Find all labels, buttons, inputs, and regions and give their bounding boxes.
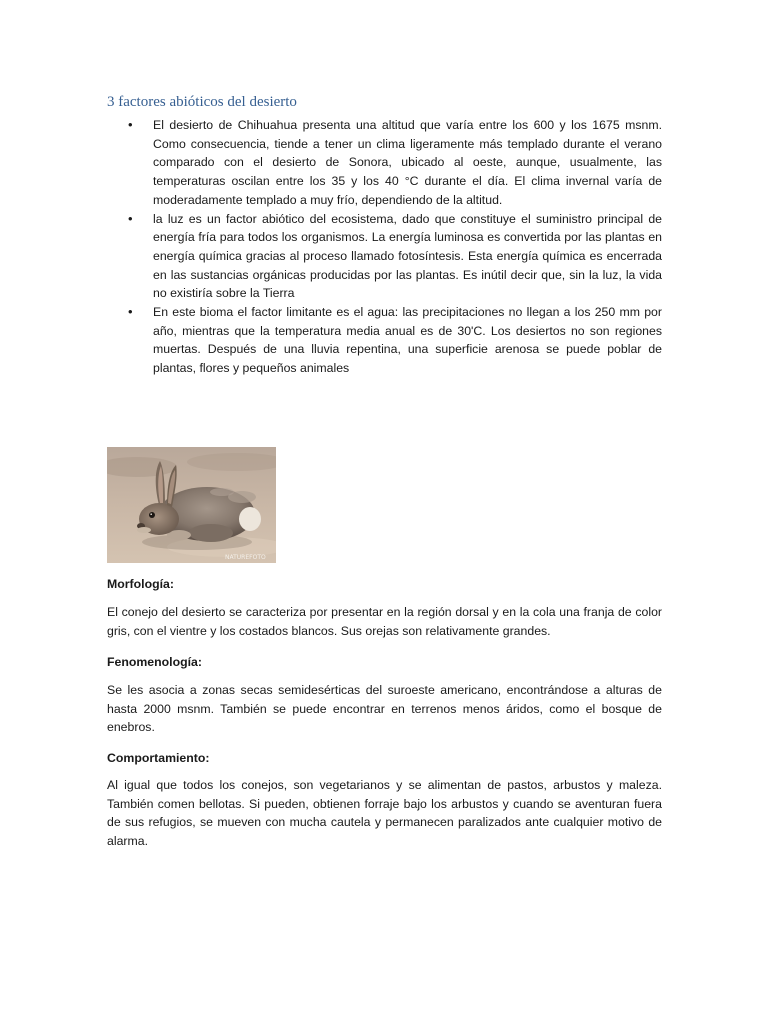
list-item-text: la luz es un factor abiótico del ecosistema, dado que constituye el suministro principal de energía fría para todos los organismos. La energía luminosa es convertida por las plantas en energía química gracias al proceso llamado fotosíntesis. Esta energía química es encerrada en las sustancias orgánicas producidas por las plantas. Es inútil decir que, sin la luz, la vida no existiría sobre la Tierra	[153, 211, 662, 301]
morfologia-text: El conejo del desierto se caracteriza por presentar en la región dorsal y en la cola una franja de color gris, con el vientre y los costados blancos. Sus orejas son relativamente grandes.	[107, 605, 662, 638]
comportamiento-text: Al igual que todos los conejos, son vegetarianos y se alimentan de pastos, arbustos y maleza. También comen bellotas. Si pueden, obtienen forraje bajo los arbustos y cuando se aventuran fuera de sus refugios, se mueven con mucha cautela y permanecen paralizados ante cualquier motivo de alarma.	[107, 778, 662, 849]
list-item-text: En este bioma el factor limitante es el agua: las precipitaciones no llegan a los 250 mm por año, mientras que la temperatura media anual es de 30'C. Los desiertos no son regiones muertas. Después de una lluvia repentina, una superficie arenosa se puede poblar de plantas, flores y pequeños animales	[153, 305, 662, 376]
list-item-text: El desierto de Chihuahua presenta una altitud que varía entre los 600 y los 1675 msnm. Como consecuencia, tiende a tener un clima ligeramente más templado durante el verano comparado con el desierto de Sonora, ubicado al oeste, aunque, usualmente, las temperaturas oscilan entre los 35 y los 40 °C durante el día. El clima invernal varía de moderadamente templado a muy frío, dependiendo de la altitud.	[153, 118, 662, 207]
bullet-icon: •	[128, 210, 133, 226]
list-item	[107, 303, 662, 378]
comportamiento-label: Comportamiento:	[107, 751, 210, 765]
bullet-icon: •	[128, 117, 133, 132]
list-item	[107, 116, 662, 210]
page-heading: 3 factores abióticos del desierto	[107, 94, 297, 110]
fenomenologia-text: Se les asocia a zonas secas semidesérticas del suroeste americano, encontrándose a alturas de hasta 2000 msnm. También se puede encontrar en terrenos menos áridos, como el bosque de enebros.	[107, 683, 662, 735]
fenomenologia-label: Fenomenología:	[107, 655, 202, 669]
desert-rabbit-photo	[107, 447, 276, 563]
watermark-text: NATUREFOTO	[225, 554, 266, 561]
list-item	[107, 210, 662, 304]
abiotic-factors-list	[107, 116, 662, 378]
morfologia-label: Morfología:	[107, 577, 174, 591]
bullet-icon: •	[128, 304, 133, 320]
